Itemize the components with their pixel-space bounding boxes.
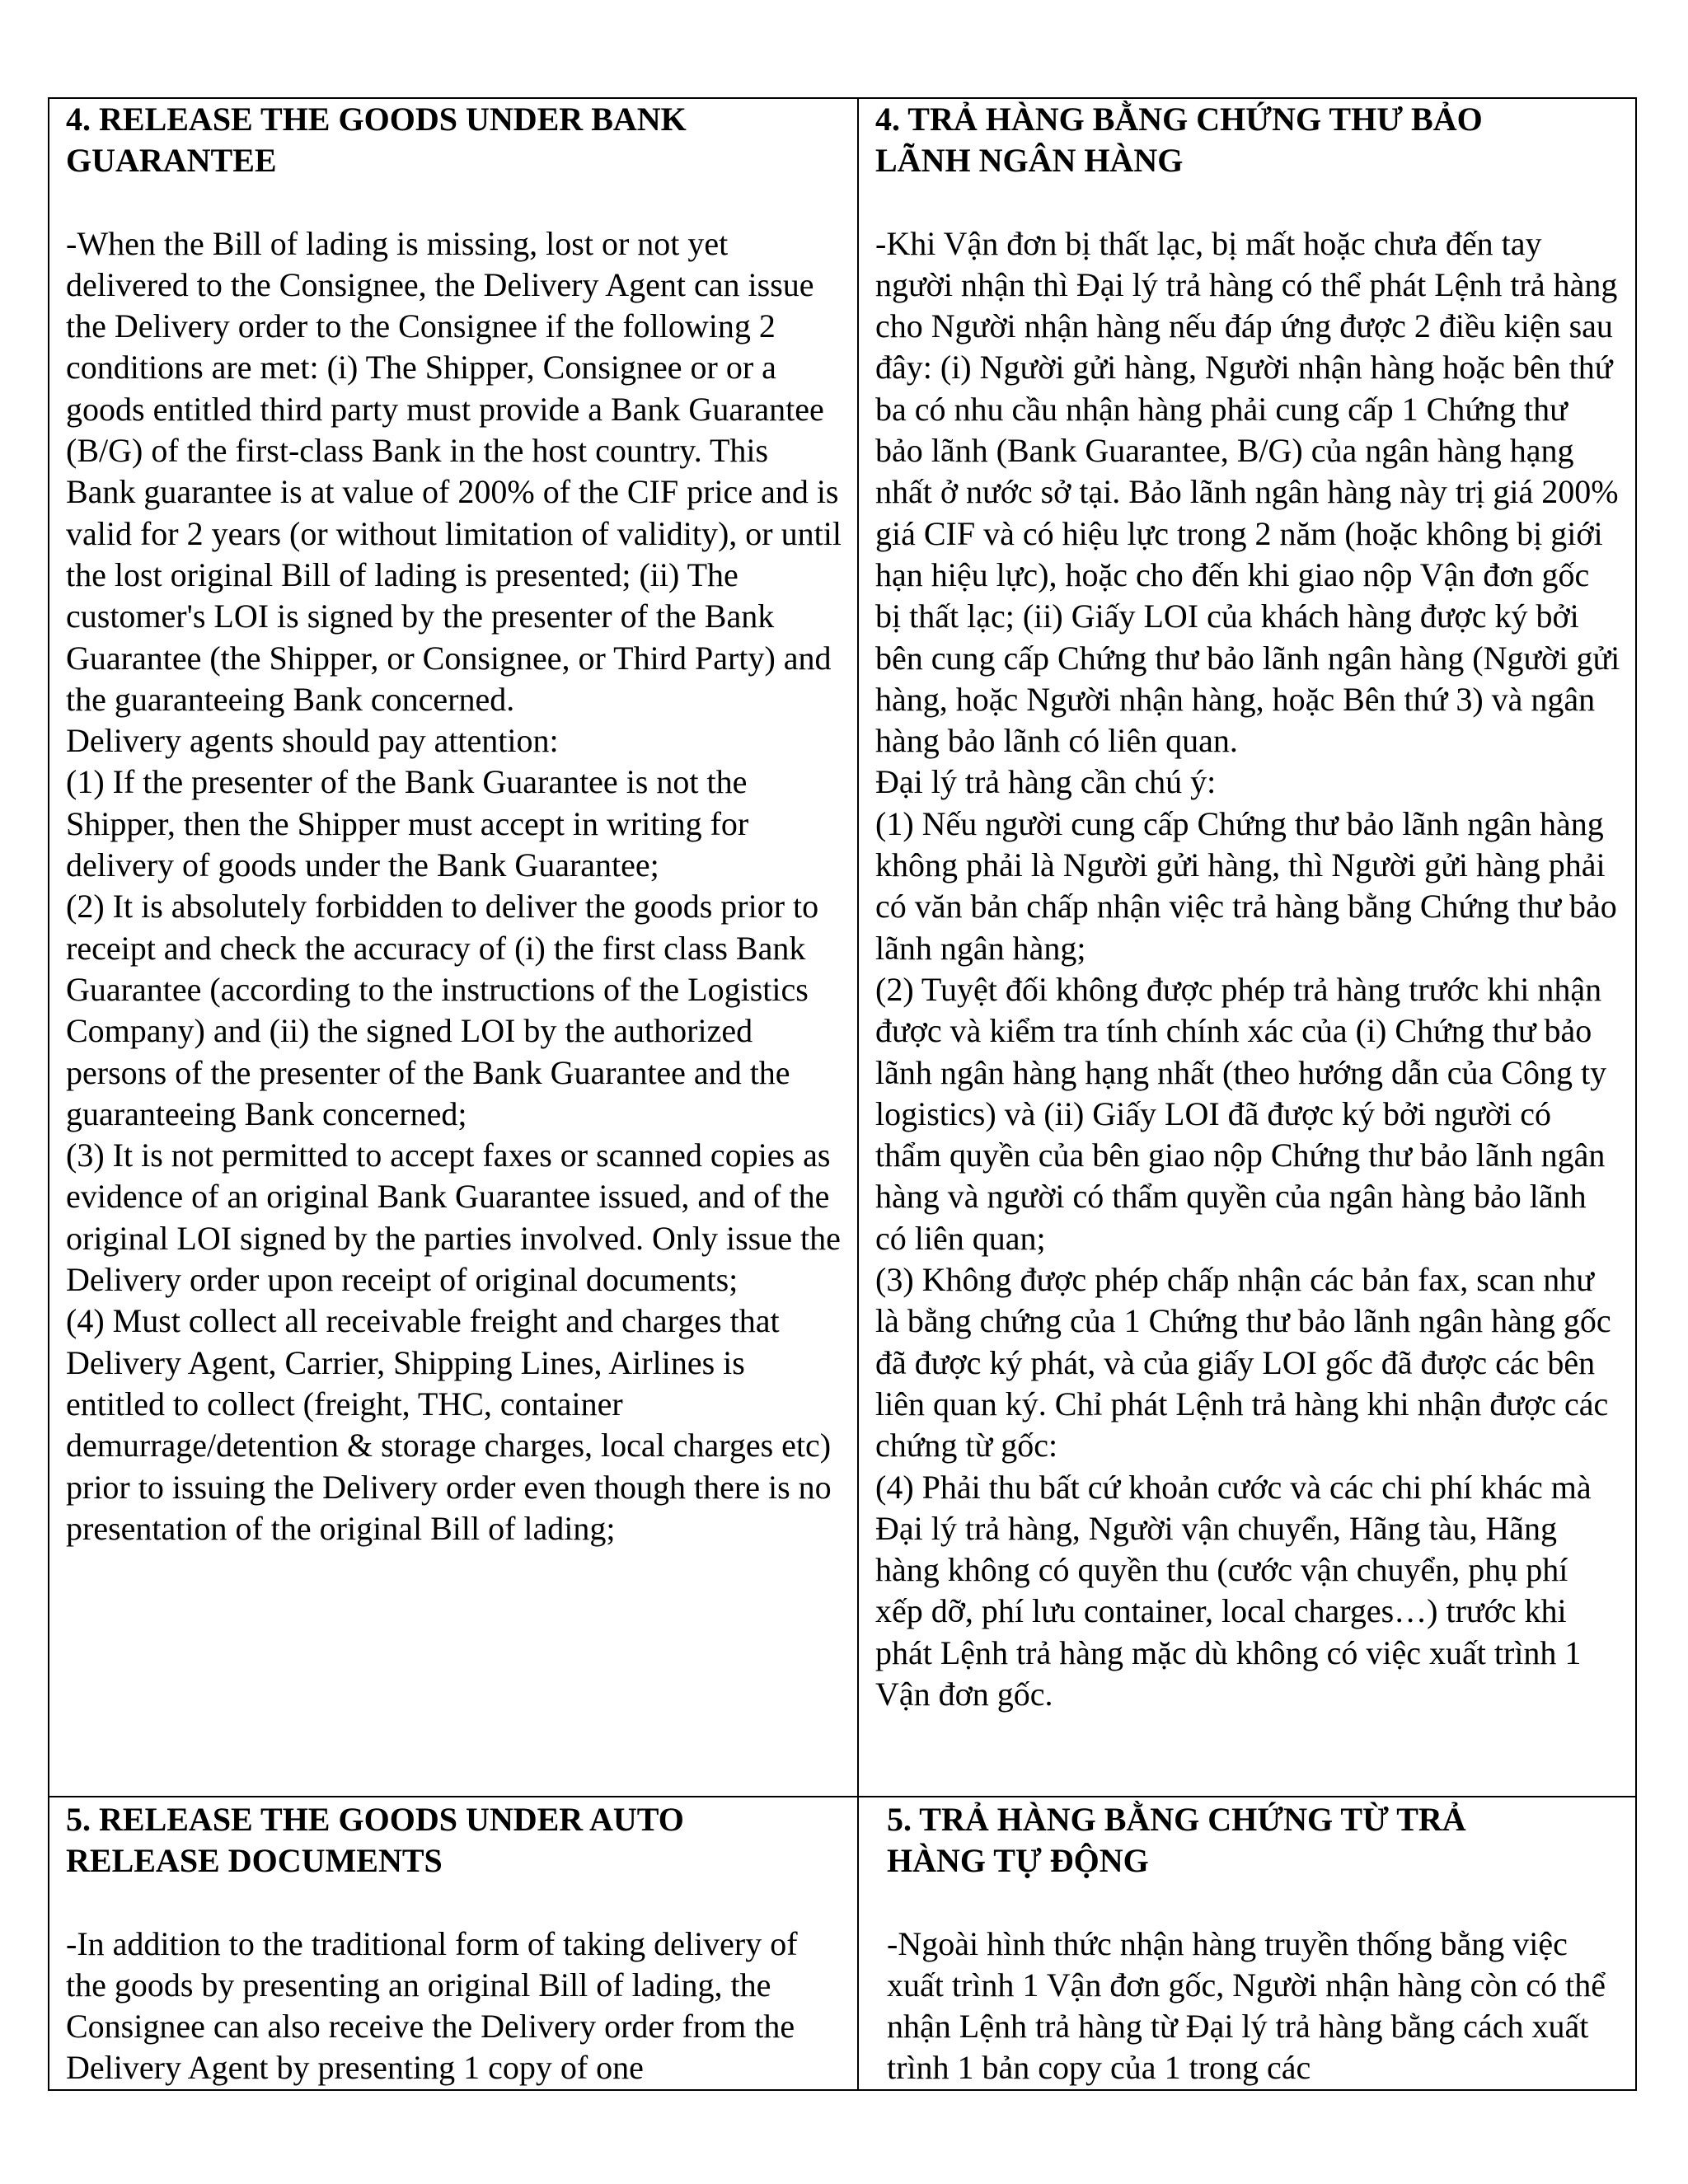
table-row xyxy=(49,1797,1636,2090)
bilingual-table xyxy=(48,97,1637,2091)
section-5-vietnamese-cell xyxy=(858,1797,1636,2090)
paragraph: (4) Phải thu bất cứ khoản cước và các chi phí khác mà Đại lý trả hàng, Người vận chuyển, Hãng tàu, Hãng hàng không có quyền thu (cước vận chuyển, phụ phí xếp dỡ, phí lưu container, local charges…) trước khi phát Lệnh trả hàng mặc dù không có việc xuất trình 1 Vận đơn gốc. xyxy=(875,1468,1592,1713)
section-title-line: 4. RELEASE THE GOODS UNDER BANK xyxy=(66,101,687,138)
section-title-line: 5. RELEASE THE GOODS UNDER AUTO xyxy=(66,1801,684,1838)
section-4-vietnamese-cell xyxy=(858,98,1636,1797)
section-title-line: 5. TRẢ HÀNG BẰNG CHỨNG TỪ TRẢ xyxy=(887,1801,1466,1838)
section-title xyxy=(66,99,844,182)
section-title-line: GUARANTEE xyxy=(66,142,277,180)
section-title xyxy=(66,1799,844,1882)
section-title-line: HÀNG TỰ ĐỘNG xyxy=(887,1842,1149,1880)
paragraph: -Ngoài hình thức nhận hàng truyền thống bằng việc xuất trình 1 Vận đơn gốc, Người nhận hàng còn có thể nhận Lệnh trả hàng từ Đại lý trả hàng bằng cách xuất trình 1 bản copy của 1 trong các xyxy=(887,1924,1606,2087)
paragraph: (1) If the presenter of the Bank Guarantee is not the Shipper, then the Shipper must accept in writing for delivery of goods under the Bank Guarantee; xyxy=(66,763,749,884)
section-title xyxy=(875,99,1622,182)
paragraph: Đại lý trả hàng cần chú ý: xyxy=(875,763,1217,801)
paragraph: Delivery agents should pay attention: xyxy=(66,722,559,760)
section-title-line: LÃNH NGÂN HÀNG xyxy=(875,142,1184,180)
paragraph: (2) It is absolutely forbidden to deliver the goods prior to receipt and check the accuracy of (i) the first class Bank Guarantee (according to the instructions of the Logistics Company) and (ii) the signed LOI by the authorized persons of the presenter of the Bank Guarantee and the guaranteeing Bank concerned; xyxy=(66,888,819,1132)
section-title-line: 4. TRẢ HÀNG BẰNG CHỨNG THƯ BẢO xyxy=(875,101,1483,138)
table-row xyxy=(49,98,1636,1797)
paragraph: (1) Nếu người cung cấp Chứng thư bảo lãnh ngân hàng không phải là Người gửi hàng, thì Người gửi hàng phải có văn bản chấp nhận việc trả hàng bằng Chứng thư bảo lãnh ngân hàng; xyxy=(875,804,1617,967)
paragraph: (2) Tuyệt đối không được phép trả hàng trước khi nhận được và kiểm tra tính chính xác của (i) Chứng thư bảo lãnh ngân hàng hạng nhất (theo hướng dẫn của Công ty logistics) và (ii) Giấy LOI đã được ký bởi người có thẩm quyền của bên giao nộp Chứng thư bảo lãnh ngân hàng và người có thẩm quyền của ngân hàng bảo lãnh có liên quan; xyxy=(875,970,1607,1257)
section-5-english-cell xyxy=(49,1797,858,2090)
paragraph: -In addition to the traditional form of taking delivery of the goods by presenting an original Bill of lading, the Consignee can also receive the Delivery order from the Delivery Agent by presenting 1 copy of one xyxy=(66,1924,798,2087)
section-title-line: RELEASE DOCUMENTS xyxy=(66,1842,443,1880)
paragraph: (3) It is not permitted to accept faxes or scanned copies as evidence of an original Bank Guarantee issued, and of the original LOI signed by the parties involved. Only issue the Delivery order upon receipt of original documents; xyxy=(66,1137,841,1299)
section-4-english-cell xyxy=(49,98,858,1797)
paragraph: -Khi Vận đơn bị thất lạc, bị mất hoặc chưa đến tay người nhận thì Đại lý trả hàng có thể phát Lệnh trả hàng cho Người nhận hàng nếu đáp ứng được 2 điều kiện sau đây: (i) Người gửi hàng, Người nhận hàng hoặc bên thứ ba có nhu cầu nhận hàng phải cung cấp 1 Chứng thư bảo lãnh (Bank Guarantee, B/G) của ngân hàng hạng nhất ở nước sở tại. Bảo lãnh ngân hàng này trị giá 200% giá CIF và có hiệu lực trong 2 năm (hoặc không bị giới hạn hiệu lực), hoặc cho đến khi giao nộp Vận đơn gốc bị thất lạc; (ii) Giấy LOI của khách hàng được ký bởi bên cung cấp Chứng thư bảo lãnh ngân hàng (Người gửi hàng, hoặc Người nhận hàng, hoặc Bên thứ 3) và ngân hàng bảo lãnh có liên quan. xyxy=(875,224,1620,760)
paragraph: (4) Must collect all receivable freight and charges that Delivery Agent, Carrier, Shipping Lines, Airlines is entitled to collect (freight, THC, container demurrage/detention & storage charges, local charges etc) prior to issuing the Delivery order even though there is no presentation of the original Bill of lading; xyxy=(66,1302,832,1547)
paragraph: (3) Không được phép chấp nhận các bản fax, scan như là bằng chứng của 1 Chứng thư bảo lãnh ngân hàng gốc đã được ký phát, và của giấy LOI gốc đã được các bên liên quan ký. Chỉ phát Lệnh trả hàng khi nhận được các chứng từ gốc: xyxy=(875,1261,1611,1465)
paragraph: -When the Bill of lading is missing, lost or not yet delivered to the Consignee, the Delivery Agent can issue the Delivery order to the Consignee if the following 2 conditions are met: (i) The Shipper, Consignee or or a goods entitled third party must provide a Bank Guarantee (B/G) of the first-class Bank in the host country. This Bank guarantee is at value of 200% of the CIF price and is valid for 2 years (or without limitation of validity), or until the lost original Bill of lading is presented; (ii) The customer's LOI is signed by the presenter of the Bank Guarantee (the Shipper, or Consignee, or Third Party) and the guaranteeing Bank concerned. xyxy=(66,224,842,718)
section-title xyxy=(887,1799,1622,1882)
